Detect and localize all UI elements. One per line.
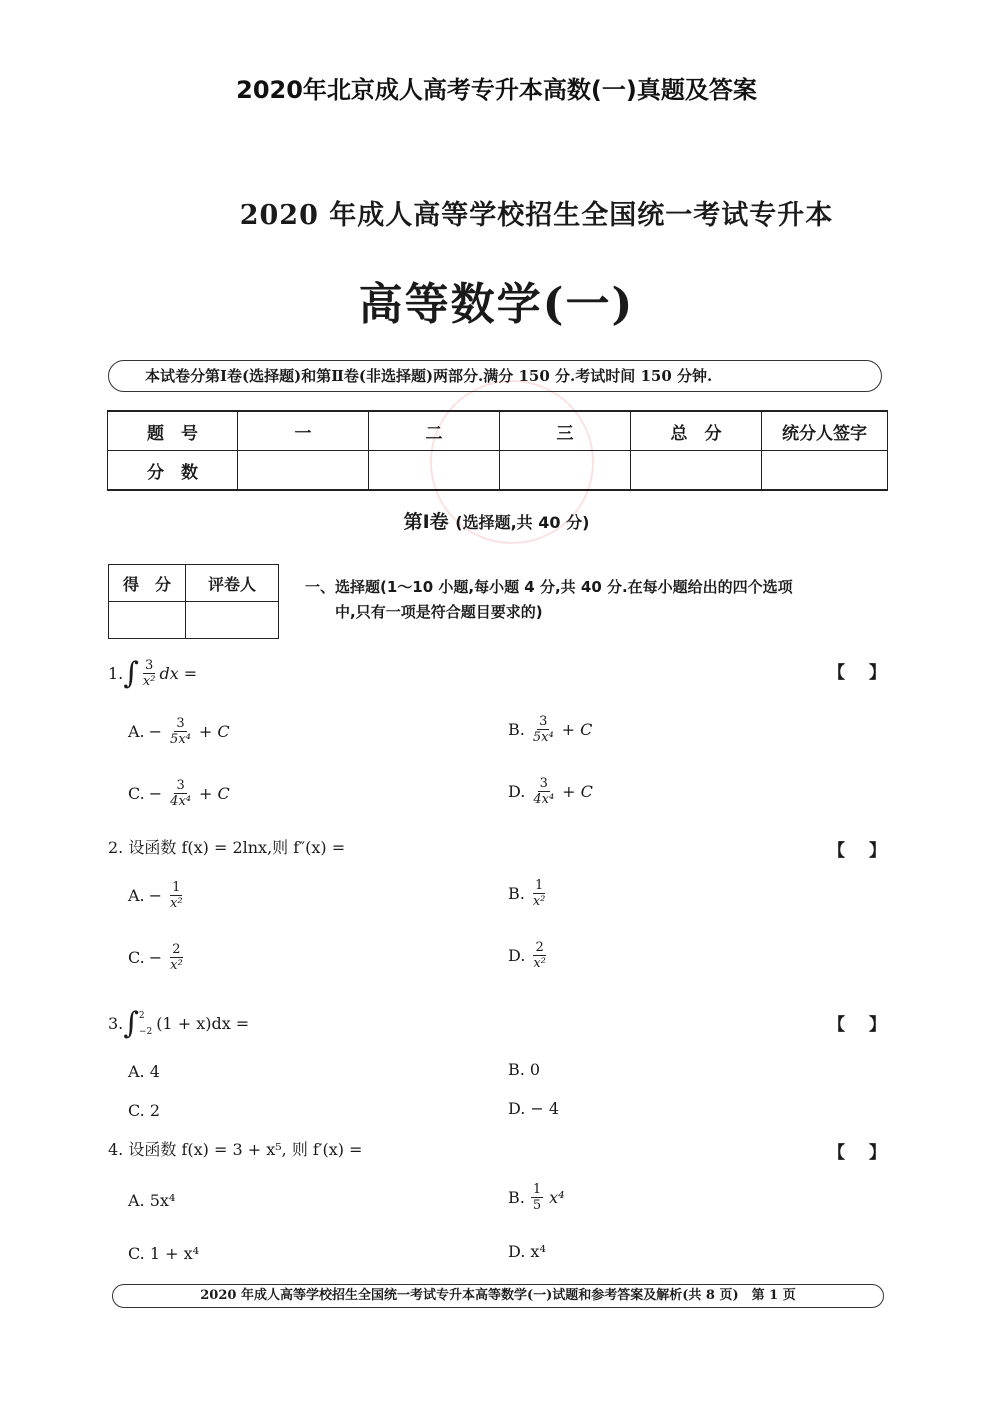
score-cell-signature bbox=[762, 451, 888, 491]
score-cell-2 bbox=[369, 451, 500, 491]
answer-bracket-3: 【】 bbox=[828, 1015, 910, 1035]
header-total: 总 分 bbox=[631, 411, 762, 451]
page-footer: 2020 年成人高等学校招生全国统一考试专升本高等数学(一)试题和参考答案及解析(共 8 页) 第 1 页 bbox=[112, 1284, 884, 1308]
score-table-score-row bbox=[108, 451, 888, 491]
q3-option-b: B. 0 bbox=[508, 1060, 541, 1079]
q3-option-a: A. 4 bbox=[128, 1062, 160, 1081]
q4-option-c: C. 1 + x⁴ bbox=[128, 1244, 200, 1263]
header-section-2: 二 bbox=[369, 411, 500, 451]
document-title: 2020年北京成人高考专升本高数(一)真题及答案 bbox=[236, 76, 757, 104]
score-cell-1 bbox=[238, 451, 369, 491]
question-2-text: 设函数 f(x) = 2lnx,则 f″(x) = bbox=[128, 838, 346, 857]
q2-option-b: B. $\frac{1}{\text{x²}}$ bbox=[508, 878, 546, 909]
integral-sign: ∫ bbox=[123, 655, 139, 691]
q4-option-a: A. 5x⁴ bbox=[128, 1191, 176, 1210]
question-2-number: 2. bbox=[108, 838, 124, 857]
integral-sign: ∫ bbox=[123, 1006, 139, 1041]
header-section-3: 三 bbox=[500, 411, 631, 451]
q1-option-c: C. − $\frac{3}{\text{4x⁴}}$ + C bbox=[128, 778, 230, 809]
part-title-main: 第Ⅰ卷 bbox=[403, 511, 449, 533]
question-4-number: 4. bbox=[108, 1140, 124, 1159]
q3-option-d: D. − 4 bbox=[508, 1099, 560, 1118]
header-question-number: 题 号 bbox=[108, 411, 238, 451]
grader-score-cell bbox=[109, 602, 186, 639]
question-1-tail: dx = bbox=[159, 663, 198, 683]
grader-name-cell bbox=[186, 602, 279, 639]
q4-option-d: D. x⁴ bbox=[508, 1242, 546, 1261]
question-3-text: (1 + x)dx = bbox=[156, 1014, 250, 1033]
answer-bracket-2: 【】 bbox=[828, 841, 910, 861]
subject-title: 高等数学(一) bbox=[358, 279, 635, 330]
q4-option-b: B. $\frac{1}{5}$ x⁴ bbox=[508, 1182, 565, 1213]
answer-bracket-1: 【】 bbox=[828, 663, 910, 683]
section-heading-line1: 一、选择题(1～10 小题,每小题 4 分,共 40 分.在每小题给出的四个选项 bbox=[305, 578, 793, 596]
question-3 bbox=[108, 1008, 249, 1040]
header-signature: 统分人签字 bbox=[762, 411, 888, 451]
grader-table bbox=[108, 564, 279, 639]
question-4-text: 设函数 f(x) = 3 + x⁵, 则 f′(x) = bbox=[128, 1140, 363, 1159]
score-table bbox=[107, 410, 888, 491]
q1-option-b: B. $\frac{3}{\text{5x⁴}}$ + C bbox=[508, 714, 593, 745]
answer-bracket-4: 【】 bbox=[828, 1143, 910, 1163]
q2-option-d: D. $\frac{2}{\text{x²}}$ bbox=[508, 940, 546, 971]
grader-name-label: 评卷人 bbox=[186, 565, 279, 602]
question-2 bbox=[108, 838, 345, 858]
lower-limit: −2 bbox=[138, 1027, 153, 1037]
q2-option-c: C. − $\frac{2}{\text{x²}}$ bbox=[128, 942, 183, 973]
section-heading-line2: 中,只有一项是符合题目要求的) bbox=[335, 603, 543, 621]
question-1-fraction: $\frac{3}{\text{x²}}$ bbox=[142, 658, 156, 689]
q3-option-c: C. 2 bbox=[128, 1101, 161, 1120]
row-label-score: 分 数 bbox=[108, 451, 238, 491]
exam-notice: 本试卷分第Ⅰ卷(选择题)和第Ⅱ卷(非选择题)两部分.满分 150 分.考试时间 150 分钟. bbox=[108, 360, 882, 392]
question-1-number: 1. bbox=[108, 663, 124, 683]
q1-option-d: D. $\frac{3}{\text{4x⁴}}$ + C bbox=[508, 776, 593, 807]
question-3-number: 3. bbox=[108, 1014, 124, 1033]
part-title-sub: (选择题,共 40 分) bbox=[455, 513, 590, 532]
exam-title: 2020 年成人高等学校招生全国统一考试专升本 bbox=[239, 200, 834, 231]
q1-option-a: A. − $\frac{3}{\text{5x⁴}}$ + C bbox=[128, 716, 230, 747]
section-heading bbox=[305, 575, 895, 625]
question-1 bbox=[108, 655, 198, 691]
question-4 bbox=[108, 1140, 362, 1160]
part-title bbox=[0, 507, 993, 534]
score-cell-3 bbox=[500, 451, 631, 491]
upper-limit: 2 bbox=[138, 1011, 145, 1021]
score-table-header-row bbox=[108, 411, 888, 451]
q2-option-a: A. − $\frac{1}{\text{x²}}$ bbox=[128, 880, 183, 911]
header-section-1: 一 bbox=[238, 411, 369, 451]
score-cell-total bbox=[631, 451, 762, 491]
integral-limits bbox=[139, 1008, 152, 1040]
grader-score-label: 得 分 bbox=[109, 565, 186, 602]
